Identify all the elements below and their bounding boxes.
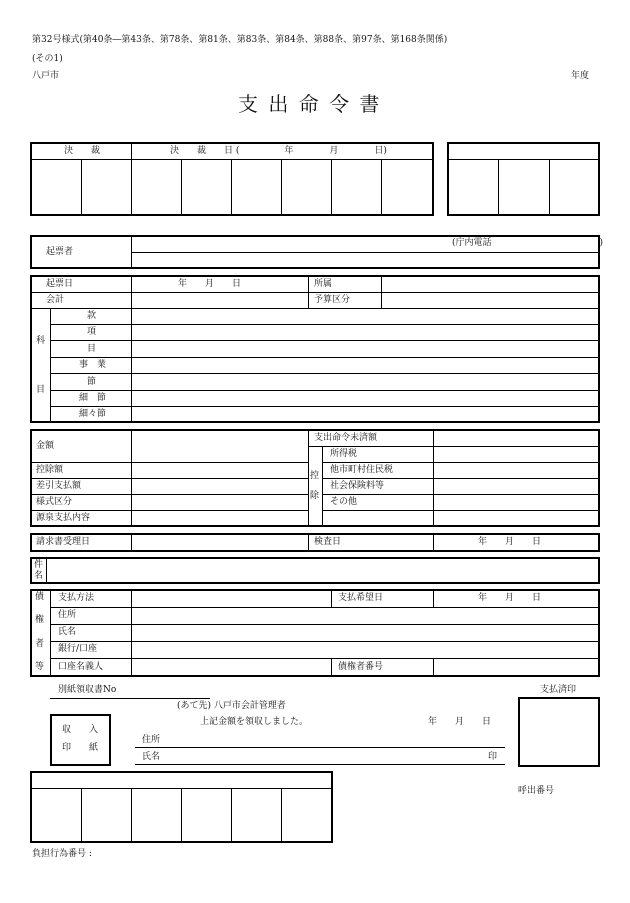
kingaku-label: 金額 (36, 441, 55, 451)
kessai-date-header: 決 裁 日 ( 年 月 日) (170, 146, 387, 156)
creditor-number-label: 債権者番号 (338, 662, 384, 672)
page-title: 支 出 命 令 書 (238, 92, 382, 116)
creditor-name-label: 氏名 (58, 627, 77, 637)
deduction-other: その他 (330, 497, 358, 507)
fiscal-year-label: 年度 (571, 71, 590, 81)
deduction-shotoku: 所得税 (330, 449, 358, 459)
kojo-vertical-2: 除 (310, 491, 320, 501)
sashihiki-label: 差引支払額 (36, 481, 82, 491)
receipt-addressee: (あて先) 八戸市会計管理者 (177, 701, 286, 711)
kamoku-saisetsu: 細 節 (79, 393, 107, 403)
revenue-stamp-box (50, 714, 111, 766)
call-number-label: 呼出番号 (518, 786, 555, 796)
receipt-seal-mark: 印 (488, 752, 498, 762)
form-number: 第32号様式(第40条―第43条、第78条、第81条、第83条、第84条、第88条、第97条、第168条関係) (32, 35, 448, 45)
kamoku-setsu: 節 (87, 377, 97, 387)
drafter-phone: (庁内電話 ) (452, 238, 604, 248)
seikyu-label: 請求書受理日 (36, 537, 91, 547)
gensen-label: 源泉支払内容 (36, 513, 91, 523)
kensa-date: 年 月 日 (478, 537, 542, 547)
yosan-label: 予算区分 (314, 295, 351, 305)
creditor-address-label: 住所 (58, 610, 77, 620)
misai-label: 支出命令未済額 (314, 433, 378, 443)
creditor-label-1: 債 (35, 592, 45, 602)
desired-date-label: 支払希望日 (338, 593, 384, 603)
approval-box-right (447, 142, 600, 216)
revenue-stamp-label-1: 収 入 (62, 725, 99, 735)
bank-account-label: 銀行/口座 (58, 644, 98, 654)
form-part: (その1) (32, 54, 63, 64)
kamoku-saisaisetsu: 細々節 (79, 409, 107, 419)
revenue-stamp-label-2: 印 紙 (62, 743, 99, 753)
subject-box (30, 557, 600, 584)
kamoku-moku: 目 (87, 344, 97, 354)
account-holder-label: 口座名義人 (58, 662, 104, 672)
creditor-label-2: 権 (35, 615, 45, 625)
creditor-label-3: 者 (35, 639, 45, 649)
paid-stamp-box (518, 697, 600, 767)
kamoku-label-1: 科 (36, 336, 46, 346)
paid-stamp-label: 支払済印 (540, 685, 577, 695)
kaikei-label: 会計 (46, 295, 65, 305)
burden-number-label: 負担行為番号 : (32, 849, 92, 859)
separate-receipt-label: 別紙領収書No (58, 685, 117, 695)
drafter-label: 起票者 (46, 247, 74, 257)
receipt-date: 年 月 日 (428, 717, 492, 727)
payment-method-label: 支払方法 (58, 593, 95, 603)
subject-label-1: 件 (34, 560, 44, 570)
yoshiki-label: 様式区分 (36, 497, 73, 507)
kamoku-label-2: 目 (36, 385, 46, 395)
subject-label-2: 名 (34, 571, 44, 581)
kessai-header: 決 裁 (64, 146, 101, 156)
kojo-vertical-1: 控 (310, 471, 320, 481)
kamoku-kou: 項 (87, 327, 97, 337)
kamoku-jigyo: 事 業 (79, 360, 107, 370)
receipt-address-label: 住所 (142, 735, 161, 745)
receipt-name-label: 氏名 (142, 752, 161, 762)
deduction-juminzei: 他市町村住民税 (330, 465, 394, 475)
kihyo-date-value: 年 月 日 (178, 279, 242, 289)
deduction-shakaihoken: 社会保険料等 (330, 481, 385, 491)
desired-date-value: 年 月 日 (478, 593, 542, 603)
kensa-label: 検査日 (314, 537, 342, 547)
creditor-label-4: 等 (35, 662, 45, 672)
kamoku-kan: 款 (87, 311, 97, 321)
receipt-received-text: 上記金額を領収しました。 (200, 717, 309, 727)
shozoku-label: 所属 (314, 279, 333, 289)
kihyo-date-label: 起票日 (46, 279, 74, 289)
kojo-gaku-label: 控除額 (36, 465, 64, 475)
city-name: 八戸市 (32, 71, 60, 81)
